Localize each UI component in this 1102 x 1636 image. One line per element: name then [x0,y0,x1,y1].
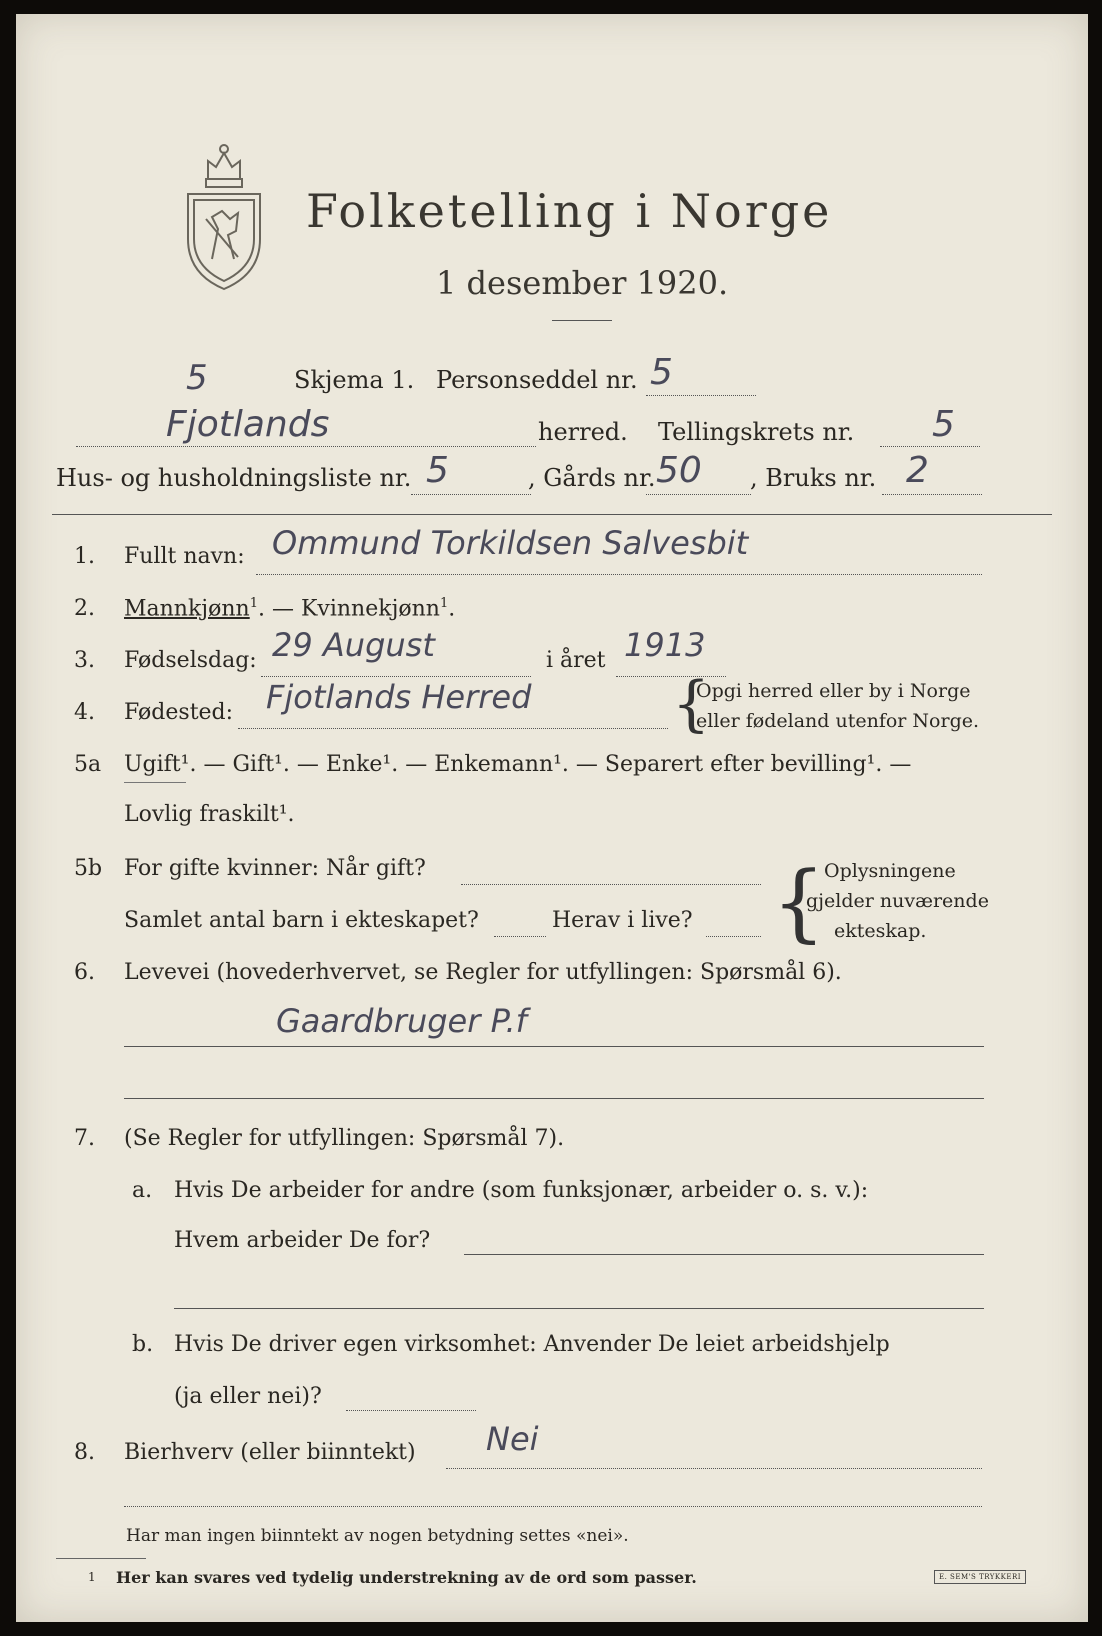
q5b-brace: { [772,853,826,951]
q3-label: Fødselsdag: [124,648,257,673]
herred-value[interactable]: Fjotlands [166,404,330,445]
q8-label: Bierhverv (eller biinntekt) [124,1440,416,1465]
q5b-note-line3: ekteskap. [834,920,927,942]
q1-label: Fullt navn: [124,544,245,569]
q7a-letter: a. [132,1178,153,1203]
footer-note: Har man ingen biinntekt av nogen betydning settes «nei». [126,1526,629,1546]
q3-year-label: i året [546,648,606,673]
census-form-page [16,14,1088,1622]
q6-line1 [124,1046,984,1047]
q4-note-line2: eller fødeland utenfor Norge. [696,710,980,732]
q5b-children-line [494,936,546,937]
q2-separator: . — [258,596,301,622]
q3-birthday-value[interactable]: 29 August [272,626,435,664]
page-title: Folketelling i Norge [306,184,833,238]
q5b-number: 5b [74,856,103,881]
personseddel-value[interactable]: 5 [650,352,673,393]
bruks-value[interactable]: 2 [906,450,929,491]
tellingskrets-label: Tellingskrets nr. [658,418,855,446]
bruks-line [882,494,982,495]
q1-number: 1. [74,544,95,569]
personseddel-label: Personseddel nr. [436,366,638,394]
q2-male-option[interactable]: Mannkjønn [124,596,250,622]
hus-label: Hus- og husholdningsliste nr. [56,464,412,492]
q5a-underline [124,782,186,783]
q7b-letter: b. [132,1332,154,1357]
q7a-answer-line[interactable] [464,1254,984,1255]
gards-label: , Gårds nr. [528,464,656,492]
q5a-number: 5a [74,752,102,777]
q4-line [238,728,668,729]
q2-number: 2. [74,596,95,621]
q2-footnote-mark: 1 [249,596,258,611]
q3-number: 3. [74,648,95,673]
q1-value[interactable]: Ommund Torkildsen Salvesbit [272,524,749,562]
footnote-text: Her kan svares ved tydelig understrekning av de ord som passer. [116,1568,697,1587]
q7b-line1: Hvis De driver egen virksomhet: Anvender De leiet arbeidshjelp [174,1332,890,1357]
q8-line2 [124,1506,982,1507]
q7-number: 7. [74,1126,95,1151]
coat-of-arms-icon [178,139,270,294]
q2-female-option[interactable]: Kvinnekjønn [300,596,440,622]
bruks-label: , Bruks nr. [750,464,877,492]
herred-label: herred. [538,418,628,446]
q2-options [124,596,455,621]
q7a-line1: Hvis De arbeider for andre (som funksjonær, arbeider o. s. v.): [174,1178,869,1203]
gards-value[interactable]: 50 [656,450,702,491]
tellingskrets-value[interactable]: 5 [932,404,955,445]
header-separator [52,514,1052,515]
q3-birthday-line [261,676,531,677]
q4-value[interactable]: Fjotlands Herred [266,678,532,716]
hus-value[interactable]: 5 [426,450,449,491]
q5a-line2[interactable]: Lovlig fraskilt¹. [124,802,295,827]
schema-label: Skjema 1. [294,366,415,394]
q5b-alive-line [706,936,761,937]
q7a-answer-line2[interactable] [174,1308,984,1309]
footnote-divider [56,1558,146,1559]
q5b-line1: For gifte kvinner: Når gift? [124,856,426,881]
printer-mark: E. SEM'S TRYKKERI [934,1570,1026,1584]
q3-year-value[interactable]: 1913 [624,626,706,664]
q8-line [446,1468,982,1469]
q5b-note-line1: Oplysningene [824,860,956,882]
q7b-line2: (ja eller nei)? [174,1384,322,1409]
q6-line2 [124,1098,984,1099]
q4-label: Fødested: [124,700,234,725]
q7a-line2: Hvem arbeider De for? [174,1228,431,1253]
q2-footnote-mark-2: 1 [439,596,449,611]
q6-value[interactable]: Gaardbruger P.f [276,1002,527,1040]
q6-label: Levevei (hovederhvervet, se Regler for utfyllingen: Spørsmål 6). [124,960,842,985]
q6-number: 6. [74,960,95,985]
q1-line [256,574,982,575]
q4-note-line1: Opgi herred eller by i Norge [696,680,971,702]
q8-number: 8. [74,1440,95,1465]
q4-brace: { [672,669,711,739]
q5b-married-line [461,884,761,885]
q4-number: 4. [74,700,95,725]
q5a-options[interactable]: Ugift¹. — Gift¹. — Enke¹. — Enkemann¹. — Separert efter bevilling¹. — [124,752,912,777]
q2-end: . [448,596,456,622]
handwritten-prefix: 5 [186,358,208,398]
herred-line [76,446,536,447]
q5b-children-label: Samlet antal barn i ekteskapet? [124,908,479,933]
q5b-alive-label: Herav i live? [552,908,693,933]
tellingskrets-line [880,446,980,447]
q5b-note-line2: gjelder nuværende [806,890,989,912]
q7b-answer-line[interactable] [346,1410,476,1411]
q7-label: (Se Regler for utfyllingen: Spørsmål 7). [124,1126,565,1151]
hus-line [411,494,531,495]
footnote-mark: 1 [88,1570,96,1584]
personseddel-line [646,395,756,396]
census-date: 1 desember 1920. [436,264,729,302]
gards-line [646,494,751,495]
title-divider [552,320,612,321]
q8-value[interactable]: Nei [486,1420,539,1458]
